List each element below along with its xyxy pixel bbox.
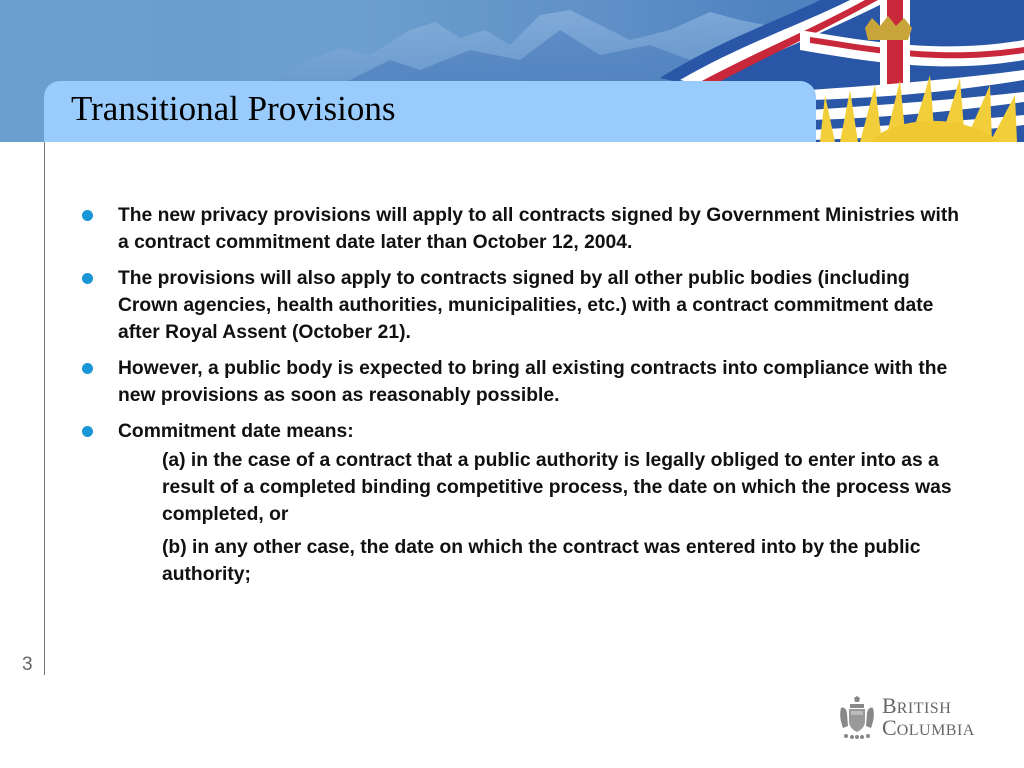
british-columbia-logo (838, 693, 978, 740)
wordmark-initial-c: C (882, 715, 897, 740)
wordmark-initial-b: B (882, 693, 897, 718)
bullet-dot-icon (82, 273, 93, 284)
bullet-item (80, 355, 960, 409)
bullet-dot-icon (82, 210, 93, 221)
bullet-text: The provisions will also apply to contracts signed by all other public bodies (including Crown agencies, health authorities, municipalities, etc.) with a contract commitment date after Royal Assent (October 21). (118, 268, 934, 343)
sub-item-b: (b) in any other case, the date on which the contract was entered into by the public authority; (162, 537, 921, 585)
slide-body (80, 202, 960, 594)
slide-title: Transitional Provisions (71, 89, 396, 128)
bc-coat-of-arms-icon (838, 696, 876, 740)
bullet-dot-icon (82, 426, 93, 437)
bullet-text: The new privacy provisions will apply to all contracts signed by Government Ministries with a contract commitment date later than October 12, 2004. (118, 205, 960, 253)
title-bar (44, 81, 816, 142)
bullet-item (80, 418, 960, 445)
bullet-item (80, 265, 960, 346)
bullet-text: Commitment date means: (118, 421, 354, 442)
wordmark-british: RITISH (896, 700, 952, 717)
bc-wordmark (882, 693, 975, 740)
left-divider-line (44, 142, 45, 675)
page-number: 3 (22, 654, 33, 675)
bullet-item (80, 202, 960, 256)
bullet-dot-icon (82, 363, 93, 374)
wordmark-columbia: OLUMBIA (896, 722, 975, 739)
bullet-text: However, a public body is expected to bring all existing contracts into compliance with the new provisions as soon as reasonably possible. (118, 358, 948, 406)
sub-item-a: (a) in the case of a contract that a public authority is legally obliged to enter into as a result of a completed binding competitive process, the date on which the process was completed, or (162, 450, 952, 525)
